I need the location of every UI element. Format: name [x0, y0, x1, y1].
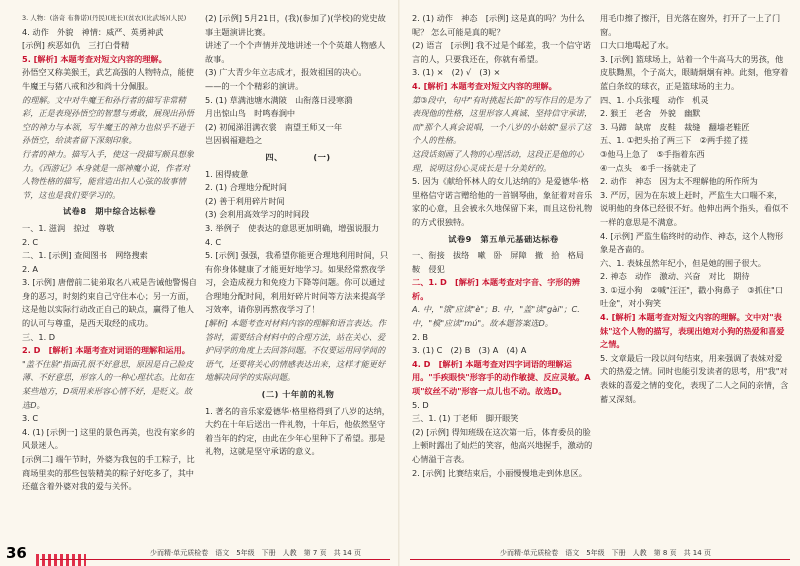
- answer-line: 4. (1) [示例一] 这里的景色再美，也没有家乡的风景迷人。: [22, 426, 195, 451]
- answer-line: 4. C: [205, 236, 222, 247]
- answer-line: 口大口地喝起了水。: [600, 40, 674, 51]
- answer-line: [示例] 疾恶如仇 三打白骨精: [22, 40, 130, 51]
- left-footer: [0, 540, 400, 566]
- answer-line: 四、 (一): [265, 151, 331, 162]
- answer-line: 3. 严厉，因为在东坡上赶时，严监生大口喘不来，说明他的身体已经很不好。他伸出两个指头，看似不一样的意思是不满意。: [600, 189, 789, 227]
- answer-line: 一、衔接 拔络 嗽 卧 屏障 撤 拾 格局 鞍 侵犯: [412, 250, 593, 274]
- answer-line: 讲述了一个个声情并茂地讲述一个个英雄人物感人故事。: [205, 40, 386, 64]
- answer-line: (2) [示例] 得知班级在这次第一后，体育委员的脸上顿时露出了灿烂的笑容，他高兴地握手，激动的心情溢于言表。: [412, 426, 593, 464]
- answer-line: 3. 马蹄 缺席 皮鞋 裁缝 翻墙老鞋匠: [600, 121, 750, 132]
- answer-line: 2. (1) 动作 神态 [示例] 这是真的吗？为什么呢？ 怎么可能是真的呢？: [412, 13, 585, 37]
- answer-line: 试卷8 期中综合达标卷: [62, 206, 157, 217]
- answer-line: 一、1. 滋润 掠过 尊敬: [22, 222, 115, 233]
- answer-line: 3. [示例] 篮球场上，站着一个牛高马大的男孩，他皮肤黝黑，个子高大，眼睛炯炯有神。此刻，他穿着蓝白条纹的球衣，正是篮球场的主力。: [600, 53, 789, 91]
- answer-line: (2) 初闻涕泪满衣裳 南望王师又一年: [205, 121, 343, 132]
- answer-line: 3. 举例子 使表达的意思更加明确，增强说服力: [205, 222, 380, 233]
- right-column-1: [412, 12, 595, 480]
- footer-text: 少而精·单元质检卷 语文 5年级 下册 人教 第 8 页 共 14 页: [500, 549, 711, 557]
- answer-line: 六、1. 表妹虽然年纪小，但是她的围子很大。: [600, 257, 766, 268]
- footer-rule: [40, 559, 390, 560]
- answer-line: 孙悟空又称美猴王，武艺高强的人物特点，能使牛魔王与猪八戒和沙和尚十分佩服。: [22, 67, 194, 91]
- answer-line: (3) 会利用高效学习的时间段: [205, 209, 310, 220]
- answer-line: ④一点头 ⑥手一扬就走了: [600, 162, 697, 173]
- answer-line: 四、1. 小兵张嘎 动作 机灵: [600, 94, 709, 105]
- left-column-1: [22, 12, 197, 494]
- answer-line: 1. 困得疲惫: [205, 168, 249, 179]
- answer-line: 岂因祸福避趋之: [205, 135, 263, 146]
- answer-line: 5. (1) 草满池塘水满陂 山衔落日浸寒漪: [205, 94, 353, 105]
- answer-line: 5. 文章最后一段以问句结束，用来强调了表妹对爱犬的热爱之情。同时也能引发读者的思考，用"我"对表妹的喜爱之情的变化，表现了二人之间的亲情，含蓄又深刻。: [600, 352, 789, 404]
- answer-line: 1. 著名的音乐家爱德华·格里格得到了八岁的达纳，大约在十年后送出一件礼物，十年后，他依然坚守着当年的约定，由此在少年心里种下了希望。那是礼物，这就是坚守承诺的意义。: [205, 405, 390, 457]
- answer-line: 2. (1) 合理地分配时间: [205, 182, 287, 193]
- answer-line: 4. [示例] 严监生临终时的动作、神态，这个人物形象是吝啬的。: [600, 230, 784, 255]
- answer-line: 行者的神力。描写入手，使这一段描写颇具想象力。《西游记》本身就是一部神魔小说，作者对人物性格的描写，能营造出扣人心弦的故事情节，这也是我们要学习的。: [22, 148, 194, 200]
- answer-line: 3. (1) × (2) √ (3) ×: [412, 67, 501, 78]
- answer-line: 2. A: [22, 263, 39, 274]
- answer-line: 3. C: [22, 413, 39, 424]
- answer-line: (3) 广大青少年立志成才，报效祖国的决心。: [205, 67, 367, 78]
- answer-line: (2) [示例] 5月21日，(我)(参加了)(学校)的党史故事主题演讲比赛。: [205, 13, 386, 37]
- answer-line: 4. [解析] 本题考查对短文内容的理解。文中对"表妹"这个人物的描写，表现出她对小狗的热爱和喜爱之情。: [600, 312, 785, 350]
- answer-line: 2. 神态 动作 激动、兴奋 对比 期待: [600, 271, 750, 282]
- right-page: [400, 0, 800, 566]
- answer-line: 的理解。文中对牛魔王和孙行者的描写非常精彩，正是表现孙悟空的智慧与勇敢，展现出孙悟空的神力与本领，写牛魔王的神力也似乎不逊于孙悟空，给读者留下深刻印象。: [22, 94, 194, 146]
- decorative-stripes: [36, 554, 86, 566]
- answer-line: 2. D [解析] 本题考查对词语的理解和运用。: [22, 345, 190, 356]
- answer-line: "盖不住脸"指面孔很不好意思，原因是自己脸皮薄、不好意思，形容人的一种心理状态。比如在某些地方，D项用来形容心情不好，是贬义。故选D。: [22, 358, 194, 410]
- answer-line: A. 中，"饿"应读"è"；B. 中，"盖"读"gài"；C. 中，"模"应读"mú"。故本题答案选D。: [412, 304, 580, 329]
- answer-line: 3. 人物：(洛奇 布鲁诺)(丹民)(班长)(贫农)(比武场)(人民): [22, 14, 187, 22]
- answer-line: 二、1. D [解析] 本题考查对字音、字形的辨析。: [412, 277, 580, 301]
- answer-line: 三、1. (1) 丁老师 脚开眼笑: [412, 413, 519, 424]
- answer-line: ——的一个个精彩的演讲。: [205, 80, 304, 91]
- answer-line: 5. 因为《献给怀林人的女儿达纳的》是爱德华·格里格信守诺言赠给他的一首钢琴曲，象征着对音乐家的心意，且会被永久地保留下来，而且这份礼物的方式很独特。: [412, 176, 593, 227]
- answer-line: 用毛巾擦了擦汗，目光落在窗外，打开了一上了门窗。: [600, 13, 781, 37]
- right-column-2: [600, 12, 790, 406]
- answer-line: 五、1. ①把头抬了两三下 ②两手搓了搓: [600, 135, 748, 146]
- answer-line: 5. [示例] 强强，我希望你能更合理地利用时间，只有你身体健康了才能更好地学习。如果经常熬夜学习，会造成视力和免疫力下降等问题。你可以通过合理地分配时间，利用好碎片时间等方法来提高学习效率，请你别再熬夜学习了！: [205, 250, 389, 315]
- answer-line: 5. [解析] 本题考查对短文内容的理解。: [22, 53, 167, 64]
- answer-line: 5. D: [412, 399, 429, 410]
- answer-line: (2) 善于利用碎片时间: [205, 195, 285, 206]
- answer-line: 试卷9 第五单元基础达标卷: [448, 233, 559, 244]
- page-number: 36: [6, 544, 27, 562]
- answer-line: 三、1. D: [22, 331, 56, 342]
- footer-rule: [410, 559, 790, 560]
- answer-line: 月出惊山鸟 时鸣春涧中: [205, 108, 296, 119]
- answer-line: 4. 动作 外貌 神情：威严、英勇神武: [22, 26, 164, 37]
- answer-line: 2. 猴王 老舍 外貌 幽默: [600, 108, 701, 119]
- answer-line: 2. 动作 神态 因为太不理解他的所作所为: [600, 176, 758, 187]
- left-column-2: [205, 12, 391, 459]
- answer-line: (2) 语言 [示例] 我不过是个邮差，我一个信守诺言的人，只要我还在，你就有希望。: [412, 40, 591, 64]
- answer-line: 3. (1) C (2) B (3) A (4) A: [412, 345, 527, 356]
- answer-line: 4. [解析] 本题考查对短文内容的理解。: [412, 80, 557, 91]
- answer-line: ③他马上急了 ⑤手指着东西: [600, 148, 705, 159]
- answer-line: 二、1. [示例] 查阅图书 网络搜索: [22, 250, 148, 261]
- answer-line: (二) 十年前的礼物: [261, 389, 335, 400]
- answer-line: 这段话刻画了人物的心理活动，这段正是他的心理，说明这份心灵成长是十分美好的。: [412, 148, 584, 173]
- answer-line: 第③段中，句中"有时挑起长笛"的写作目的是为了表现他的性格，这里形容人真诚、坚持信守承诺，而"那个人真会说唱，一个八岁的小姑娘"显示了这个人的性格。: [412, 94, 593, 146]
- answer-line: 2. C: [22, 236, 39, 247]
- footer-text: 少而精·单元质检卷 语文 5年级 下册 人教 第 7 页 共 14 页: [150, 549, 361, 557]
- answer-line: 3. [示例] 唐僧前二徒弟取名八戒是告诫他警惕自身的恶习，时刻约束自己守住本心；另一方面，这是他以实际行动改正自己的缺点，赢得了他人的认可与尊重，是西天取经的成功。: [22, 277, 197, 329]
- answer-line: 2. [示例] 比赛结束后，小丽慢慢地走到休息区。: [412, 467, 587, 478]
- answer-line: [示例二] 端午节时，外婆为我包的手工粽子，比商场里卖的那些包装精美的粽子好吃多了，其中还蕴含着外婆对我的爱与关怀。: [22, 454, 195, 492]
- answer-line: 2. B: [412, 331, 429, 342]
- answer-line: 4. D [解析] 本题考查对四字词语的理解运用。"手疾眼快"形容手的动作敏捷、反应灵敏。A项"纹丝不动"形容一点儿也不动。故选D。: [412, 358, 591, 397]
- right-footer: [400, 540, 800, 566]
- answer-line: [解析] 本题考查对材料内容的理解和语言表达。作答时，需要结合材料中的合理方法，站在关心、爱护同学的角度上去回答问题。不仅要运用同学间的语气，还要将关心的情感表达出来，这样才能更好地解决同学的实际问题。: [205, 318, 386, 383]
- answer-line: 3. ①逗小狗 ②喊"汪汪"，戳小狗鼻子 ③抓住"口吐金"，对小狗笑: [600, 284, 783, 309]
